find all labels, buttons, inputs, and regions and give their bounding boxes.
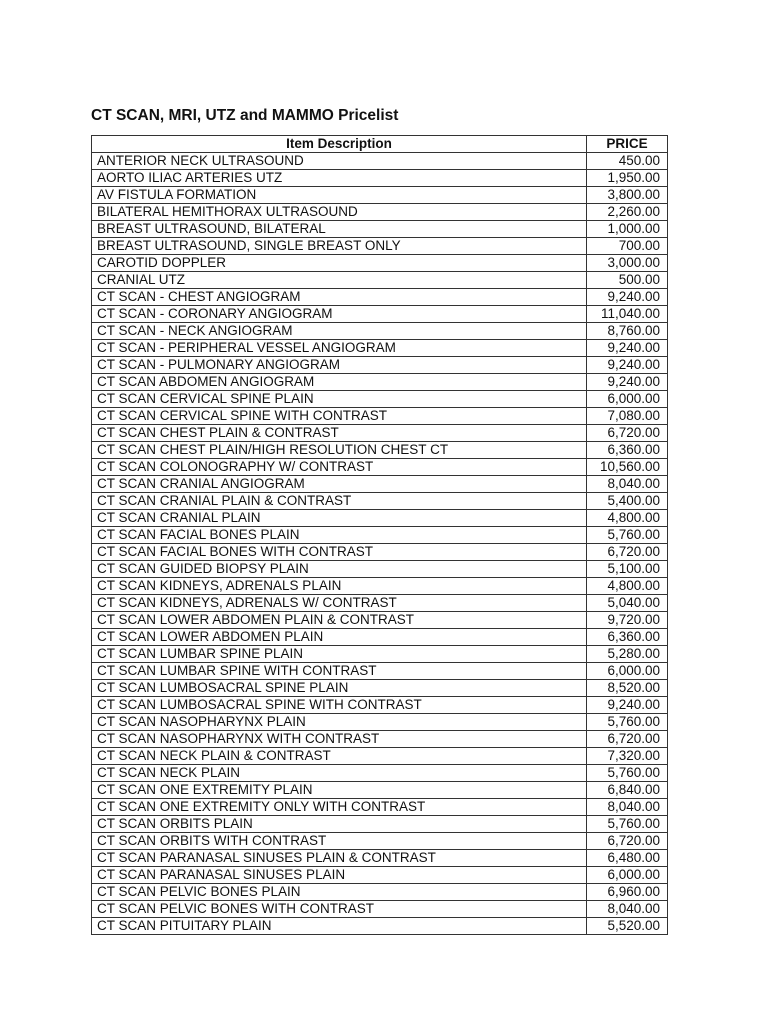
price-cell: 6,000.00 xyxy=(587,867,668,884)
table-row xyxy=(92,901,668,918)
item-description-cell: CT SCAN CRANIAL ANGIOGRAM xyxy=(92,476,587,493)
item-description-cell: CT SCAN - CHEST ANGIOGRAM xyxy=(92,289,587,306)
column-header-price: PRICE xyxy=(587,136,668,153)
table-row xyxy=(92,697,668,714)
table-row xyxy=(92,544,668,561)
table-row xyxy=(92,680,668,697)
price-cell: 5,760.00 xyxy=(587,816,668,833)
table-row xyxy=(92,595,668,612)
item-description-cell: CT SCAN NASOPHARYNX PLAIN xyxy=(92,714,587,731)
item-description-cell: CT SCAN - CORONARY ANGIOGRAM xyxy=(92,306,587,323)
table-row xyxy=(92,391,668,408)
table-row xyxy=(92,323,668,340)
table-row xyxy=(92,306,668,323)
price-cell: 8,040.00 xyxy=(587,901,668,918)
item-description-cell: CT SCAN CHEST PLAIN/HIGH RESOLUTION CHEST CT xyxy=(92,442,587,459)
table-row xyxy=(92,765,668,782)
item-description-cell: CT SCAN - NECK ANGIOGRAM xyxy=(92,323,587,340)
item-description-cell: CT SCAN LUMBAR SPINE PLAIN xyxy=(92,646,587,663)
table-row xyxy=(92,408,668,425)
table-row xyxy=(92,459,668,476)
pricelist-table xyxy=(91,135,668,935)
price-cell: 9,240.00 xyxy=(587,697,668,714)
item-description-cell: CT SCAN CERVICAL SPINE PLAIN xyxy=(92,391,587,408)
item-description-cell: ANTERIOR NECK ULTRASOUND xyxy=(92,153,587,170)
table-row xyxy=(92,238,668,255)
table-row xyxy=(92,476,668,493)
price-cell: 9,240.00 xyxy=(587,374,668,391)
price-cell: 6,720.00 xyxy=(587,833,668,850)
price-cell: 9,240.00 xyxy=(587,357,668,374)
item-description-cell: CT SCAN - PULMONARY ANGIOGRAM xyxy=(92,357,587,374)
item-description-cell: CT SCAN LOWER ABDOMEN PLAIN xyxy=(92,629,587,646)
item-description-cell: CT SCAN ONE EXTREMITY PLAIN xyxy=(92,782,587,799)
price-cell: 8,760.00 xyxy=(587,323,668,340)
table-row xyxy=(92,510,668,527)
price-cell: 9,240.00 xyxy=(587,340,668,357)
item-description-cell: CT SCAN PARANASAL SINUSES PLAIN & CONTRAST xyxy=(92,850,587,867)
item-description-cell: CT SCAN LUMBOSACRAL SPINE PLAIN xyxy=(92,680,587,697)
table-row xyxy=(92,663,668,680)
table-row xyxy=(92,425,668,442)
item-description-cell: BREAST ULTRASOUND, SINGLE BREAST ONLY xyxy=(92,238,587,255)
table-row xyxy=(92,255,668,272)
table-row xyxy=(92,221,668,238)
price-cell: 9,240.00 xyxy=(587,289,668,306)
price-cell: 6,960.00 xyxy=(587,884,668,901)
table-row xyxy=(92,629,668,646)
item-description-cell: CRANIAL UTZ xyxy=(92,272,587,289)
item-description-cell: CT SCAN NECK PLAIN xyxy=(92,765,587,782)
item-description-cell: CT SCAN KIDNEYS, ADRENALS PLAIN xyxy=(92,578,587,595)
price-cell: 6,840.00 xyxy=(587,782,668,799)
price-cell: 500.00 xyxy=(587,272,668,289)
price-cell: 5,520.00 xyxy=(587,918,668,935)
price-cell: 1,000.00 xyxy=(587,221,668,238)
item-description-cell: CT SCAN LUMBAR SPINE WITH CONTRAST xyxy=(92,663,587,680)
item-description-cell: BREAST ULTRASOUND, BILATERAL xyxy=(92,221,587,238)
table-row xyxy=(92,374,668,391)
price-cell: 4,800.00 xyxy=(587,578,668,595)
price-cell: 7,320.00 xyxy=(587,748,668,765)
table-row xyxy=(92,748,668,765)
table-row xyxy=(92,493,668,510)
table-row xyxy=(92,782,668,799)
price-cell: 5,760.00 xyxy=(587,714,668,731)
item-description-cell: CT SCAN FACIAL BONES WITH CONTRAST xyxy=(92,544,587,561)
price-cell: 1,950.00 xyxy=(587,170,668,187)
table-row xyxy=(92,561,668,578)
price-cell: 6,720.00 xyxy=(587,425,668,442)
item-description-cell: CT SCAN ABDOMEN ANGIOGRAM xyxy=(92,374,587,391)
price-cell: 5,280.00 xyxy=(587,646,668,663)
price-cell: 6,480.00 xyxy=(587,850,668,867)
table-row xyxy=(92,816,668,833)
item-description-cell: CT SCAN NASOPHARYNX WITH CONTRAST xyxy=(92,731,587,748)
price-cell: 3,000.00 xyxy=(587,255,668,272)
table-row xyxy=(92,612,668,629)
table-row xyxy=(92,578,668,595)
item-description-cell: CT SCAN - PERIPHERAL VESSEL ANGIOGRAM xyxy=(92,340,587,357)
item-description-cell: CT SCAN ORBITS PLAIN xyxy=(92,816,587,833)
table-row xyxy=(92,340,668,357)
table-row xyxy=(92,357,668,374)
table-row xyxy=(92,884,668,901)
price-cell: 8,040.00 xyxy=(587,476,668,493)
price-cell: 5,100.00 xyxy=(587,561,668,578)
price-cell: 8,520.00 xyxy=(587,680,668,697)
table-row xyxy=(92,153,668,170)
item-description-cell: CT SCAN CERVICAL SPINE WITH CONTRAST xyxy=(92,408,587,425)
table-row xyxy=(92,918,668,935)
table-header-row xyxy=(92,136,668,153)
table-row xyxy=(92,187,668,204)
table-row xyxy=(92,289,668,306)
item-description-cell: CT SCAN ORBITS WITH CONTRAST xyxy=(92,833,587,850)
item-description-cell: CT SCAN PARANASAL SINUSES PLAIN xyxy=(92,867,587,884)
price-cell: 10,560.00 xyxy=(587,459,668,476)
table-row xyxy=(92,170,668,187)
price-cell: 5,040.00 xyxy=(587,595,668,612)
price-cell: 8,040.00 xyxy=(587,799,668,816)
item-description-cell: CT SCAN CHEST PLAIN & CONTRAST xyxy=(92,425,587,442)
price-cell: 450.00 xyxy=(587,153,668,170)
item-description-cell: AORTO ILIAC ARTERIES UTZ xyxy=(92,170,587,187)
price-cell: 7,080.00 xyxy=(587,408,668,425)
table-row xyxy=(92,646,668,663)
item-description-cell: CT SCAN NECK PLAIN & CONTRAST xyxy=(92,748,587,765)
table-body xyxy=(92,153,668,935)
column-header-description: Item Description xyxy=(92,136,587,153)
price-cell: 11,040.00 xyxy=(587,306,668,323)
item-description-cell: CAROTID DOPPLER xyxy=(92,255,587,272)
price-cell: 700.00 xyxy=(587,238,668,255)
price-cell: 5,400.00 xyxy=(587,493,668,510)
price-cell: 6,000.00 xyxy=(587,391,668,408)
price-cell: 3,800.00 xyxy=(587,187,668,204)
price-cell: 6,720.00 xyxy=(587,544,668,561)
price-cell: 6,360.00 xyxy=(587,442,668,459)
item-description-cell: CT SCAN COLONOGRAPHY W/ CONTRAST xyxy=(92,459,587,476)
page-title: CT SCAN, MRI, UTZ and MAMMO Pricelist xyxy=(91,107,399,124)
table-row xyxy=(92,442,668,459)
item-description-cell: CT SCAN CRANIAL PLAIN xyxy=(92,510,587,527)
price-cell: 4,800.00 xyxy=(587,510,668,527)
table-row xyxy=(92,731,668,748)
table-row xyxy=(92,833,668,850)
table-row xyxy=(92,867,668,884)
price-cell: 9,720.00 xyxy=(587,612,668,629)
table-row xyxy=(92,799,668,816)
price-cell: 6,360.00 xyxy=(587,629,668,646)
table-row xyxy=(92,272,668,289)
item-description-cell: CT SCAN LOWER ABDOMEN PLAIN & CONTRAST xyxy=(92,612,587,629)
table-row xyxy=(92,527,668,544)
item-description-cell: CT SCAN LUMBOSACRAL SPINE WITH CONTRAST xyxy=(92,697,587,714)
item-description-cell: CT SCAN PELVIC BONES PLAIN xyxy=(92,884,587,901)
item-description-cell: CT SCAN KIDNEYS, ADRENALS W/ CONTRAST xyxy=(92,595,587,612)
price-cell: 5,760.00 xyxy=(587,527,668,544)
item-description-cell: AV FISTULA FORMATION xyxy=(92,187,587,204)
item-description-cell: CT SCAN ONE EXTREMITY ONLY WITH CONTRAST xyxy=(92,799,587,816)
price-cell: 2,260.00 xyxy=(587,204,668,221)
item-description-cell: CT SCAN FACIAL BONES PLAIN xyxy=(92,527,587,544)
item-description-cell: CT SCAN PITUITARY PLAIN xyxy=(92,918,587,935)
table-row xyxy=(92,714,668,731)
item-description-cell: BILATERAL HEMITHORAX ULTRASOUND xyxy=(92,204,587,221)
item-description-cell: CT SCAN GUIDED BIOPSY PLAIN xyxy=(92,561,587,578)
table-row xyxy=(92,204,668,221)
item-description-cell: CT SCAN PELVIC BONES WITH CONTRAST xyxy=(92,901,587,918)
price-cell: 6,000.00 xyxy=(587,663,668,680)
price-cell: 6,720.00 xyxy=(587,731,668,748)
item-description-cell: CT SCAN CRANIAL PLAIN & CONTRAST xyxy=(92,493,587,510)
table-row xyxy=(92,850,668,867)
price-cell: 5,760.00 xyxy=(587,765,668,782)
